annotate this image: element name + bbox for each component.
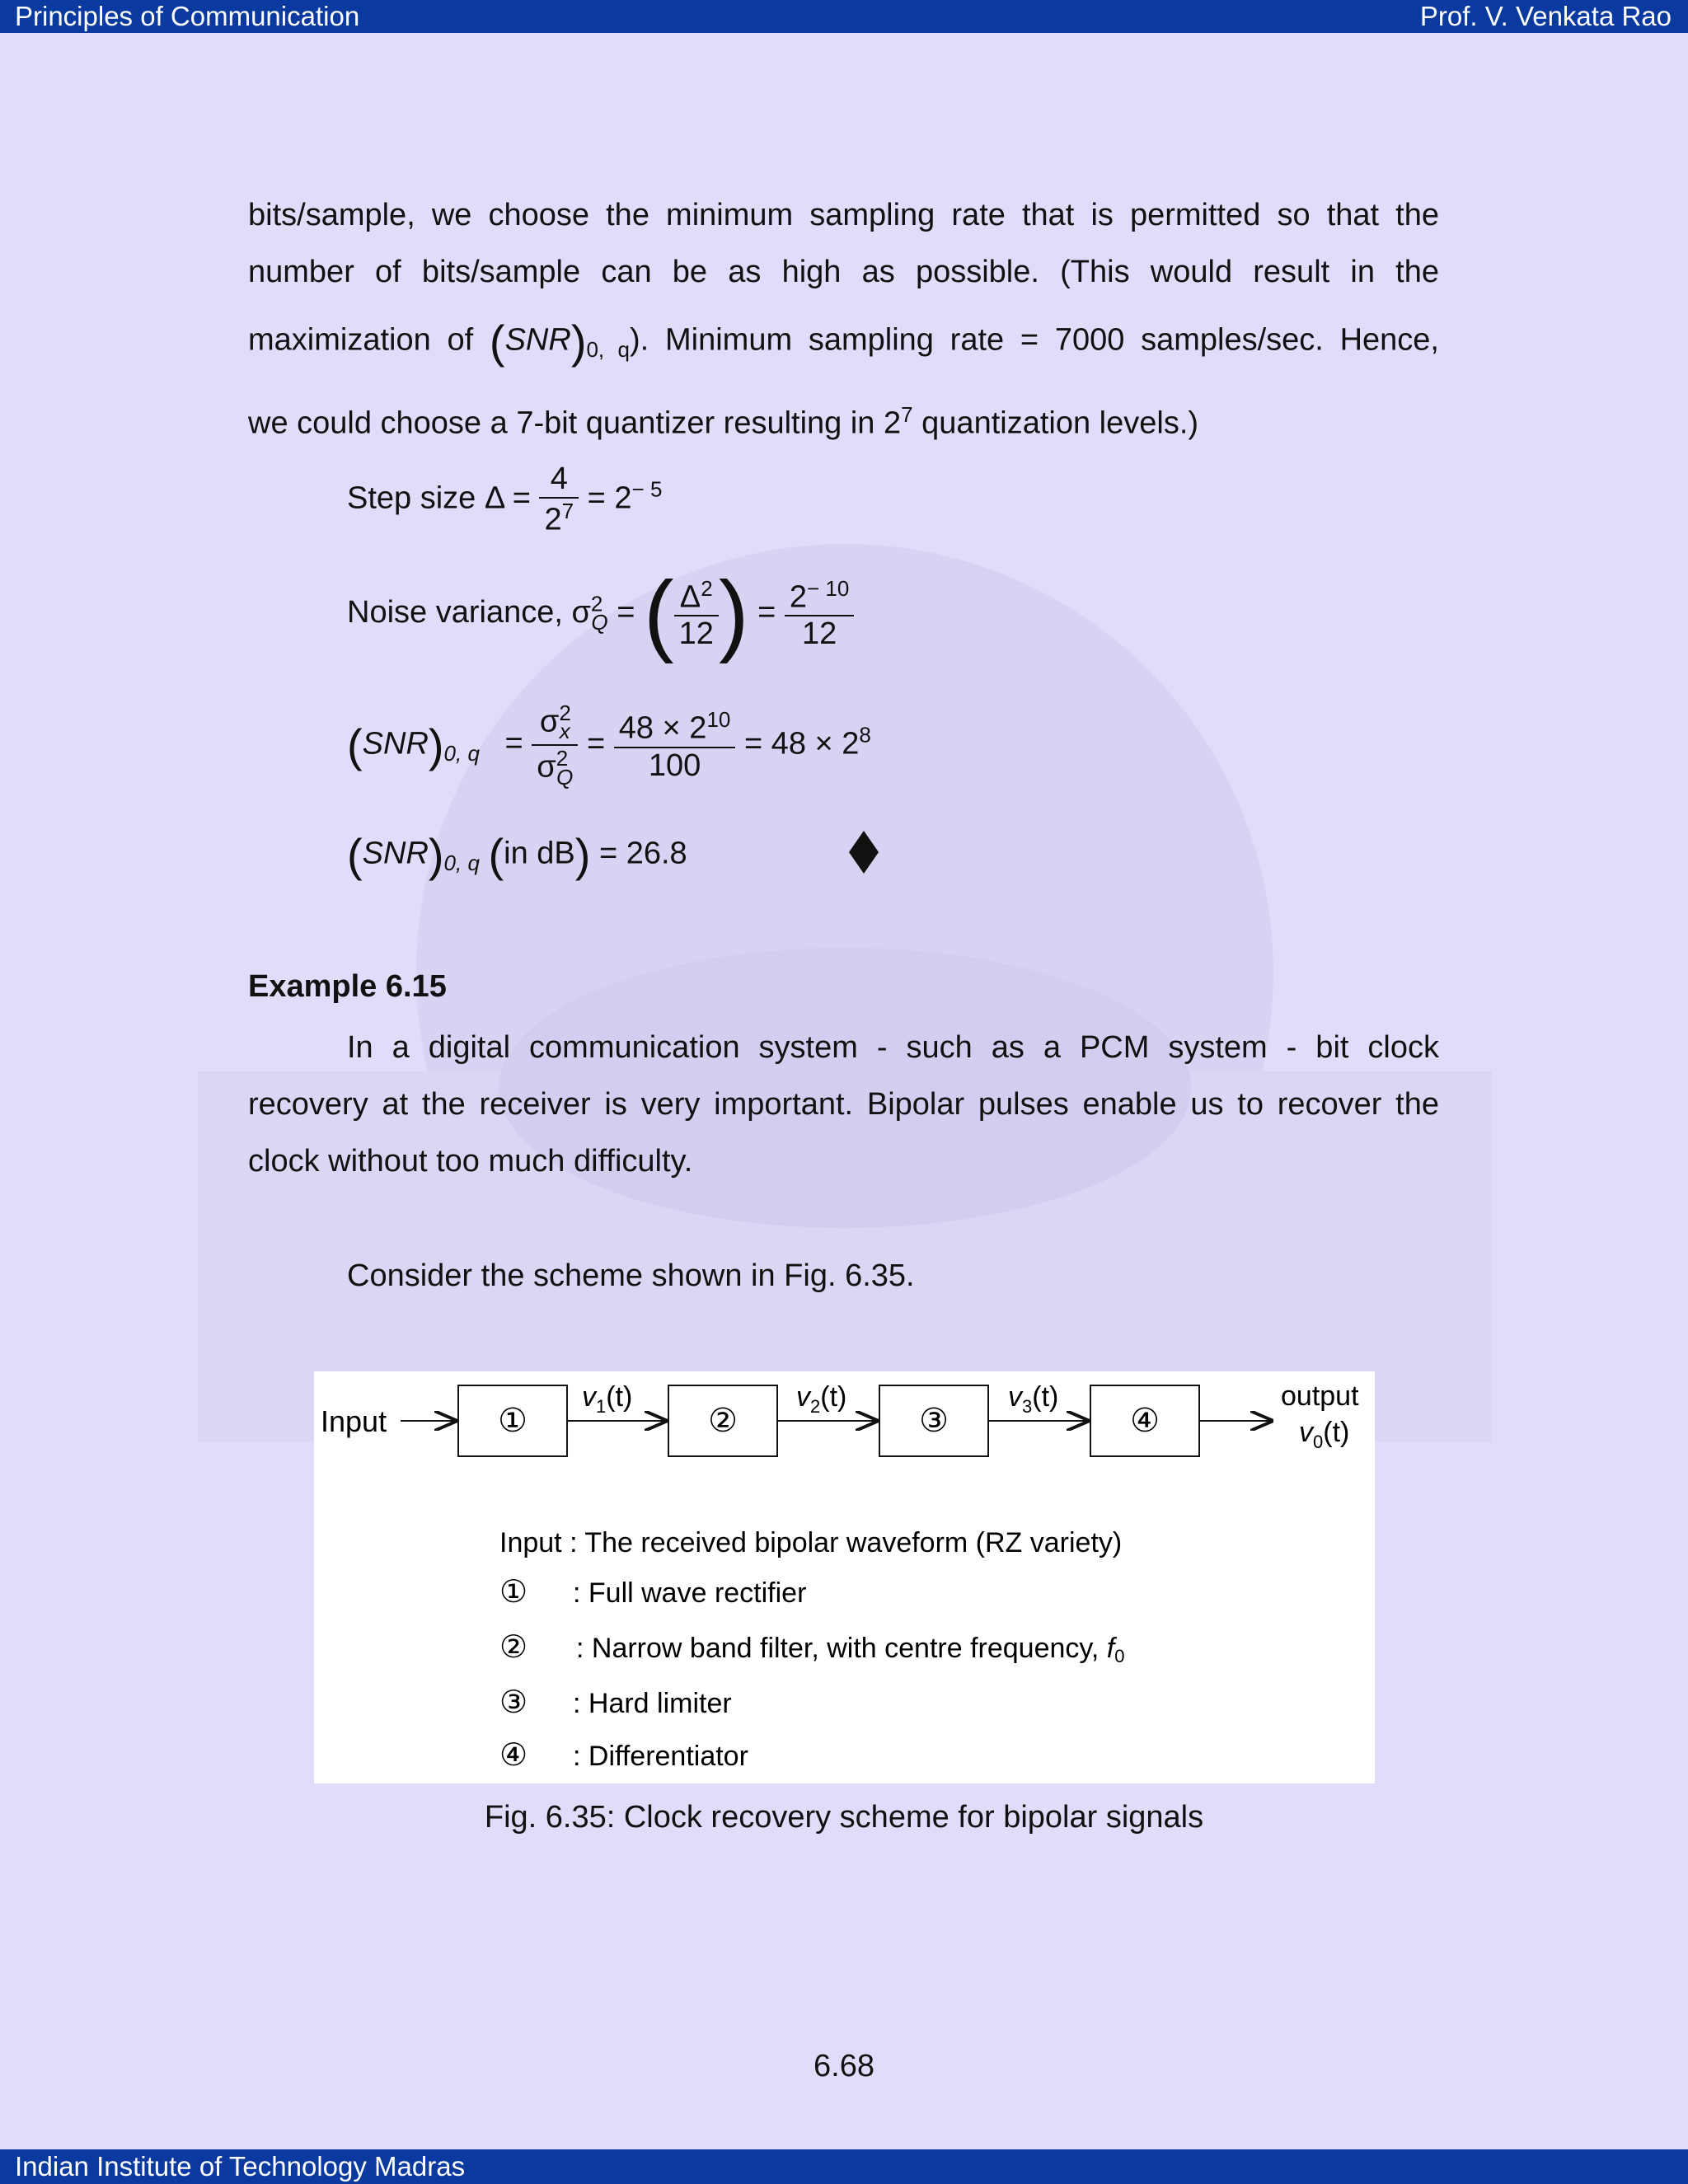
noise-label: Noise variance, σ bbox=[347, 595, 591, 630]
signal-v1: $v_1(t)$ bbox=[582, 1381, 633, 1417]
body-line-4b: quantization levels.) bbox=[912, 405, 1199, 441]
noise-sup: 2 bbox=[590, 591, 603, 616]
figure-caption: Fig. 6.35: Clock recovery scheme for bipolar signals bbox=[484, 1800, 1204, 1835]
body-line-4 bbox=[248, 402, 1198, 442]
signal-v2: $v_2(t)$ bbox=[796, 1381, 847, 1417]
output-label: output bbox=[1281, 1380, 1359, 1412]
body-line-2: number of bits/sample can be as high as possible. (This would result in the bbox=[248, 255, 1439, 289]
legend-4-symbol: ④ bbox=[499, 1738, 528, 1773]
header-author: Prof. V. Venkata Rao bbox=[1419, 1, 1672, 31]
legend-1-symbol: ① bbox=[499, 1575, 528, 1610]
legend-2-symbol: ② bbox=[499, 1630, 528, 1665]
step-rhs-exp: − 5 bbox=[631, 476, 663, 502]
snr-inline: SNR bbox=[504, 322, 571, 358]
step-fraction bbox=[539, 462, 579, 538]
snr-inline-sub: 0, q bbox=[586, 337, 631, 363]
example-title: Example 6.15 bbox=[248, 969, 447, 1004]
step-denominator: $2^7$ bbox=[544, 499, 574, 537]
example-paragraph-2: Consider the scheme shown in Fig. 6.35. bbox=[347, 1258, 915, 1293]
header-bar bbox=[0, 0, 1688, 33]
noise-sub: Q bbox=[591, 609, 608, 635]
step-size-equation bbox=[347, 462, 662, 538]
block-1-symbol: ① bbox=[498, 1403, 528, 1439]
input-label: Input bbox=[321, 1404, 387, 1438]
step-label: Step size Δ = bbox=[347, 480, 531, 516]
signal-v3: $v_3(t)$ bbox=[1008, 1381, 1059, 1417]
body-line-3b: ). Minimum sampling rate = 7000 samples/sec. Hence, bbox=[630, 322, 1439, 358]
noise-eq2: = bbox=[757, 595, 776, 630]
snr-db-equation: $(SNR)_{0, q}$ (in dB) = 26.8 bbox=[347, 829, 687, 881]
step-rhs: = 2 bbox=[587, 480, 632, 516]
block-4-symbol: ④ bbox=[1130, 1403, 1160, 1439]
block-2-symbol: ② bbox=[708, 1403, 738, 1439]
page-number: 6.68 bbox=[814, 2049, 874, 2083]
block-3-symbol: ③ bbox=[919, 1403, 949, 1439]
db-value: = 26.8 bbox=[598, 836, 687, 871]
example-line-3: clock without too much difficulty. bbox=[248, 1144, 693, 1179]
snr-equation: $(SNR)_{0, q}$ = $\frac{\sigma^2_x}{\sigma^2_Q}$ = $\frac{48 \times 2^{10}}{100}$ = $48 \times 2^8$ bbox=[347, 701, 871, 790]
footer-bar bbox=[0, 2149, 1688, 2184]
sigma-ratio: $\frac{\sigma^2_x}{\sigma^2_Q}$ bbox=[532, 701, 578, 790]
legend-2-text: : Narrow band filter, with centre frequency, f0 bbox=[576, 1633, 1125, 1666]
step-numerator: 4 bbox=[539, 462, 579, 499]
example-line-1: In a digital communication system - such as a PCM system - bit clock bbox=[347, 1030, 1439, 1065]
legend-4-text: : Differentiator bbox=[573, 1741, 748, 1772]
output-signal: $v_0(t)$ bbox=[1299, 1417, 1350, 1452]
noise-variance-equation: Noise variance, $\sigma^2_Q$ = ( $\frac{\Delta^2}{12}$ ) = $\frac{2^{- 10}}{12}$ bbox=[347, 569, 854, 659]
legend-3-symbol: ③ bbox=[499, 1685, 528, 1720]
snr-value-fraction: $\frac{48 \times 2^{10}}{100}$ bbox=[614, 707, 736, 784]
noise-fraction-2: $\frac{2^{- 10}}{12}$ bbox=[785, 576, 854, 653]
body-line-4a: we could choose a 7-bit quantizer resulting in 2 bbox=[248, 405, 902, 441]
header-title: Principles of Communication bbox=[15, 1, 360, 31]
legend-input: Input : The received bipolar waveform (RZ variety) bbox=[499, 1527, 1123, 1558]
noise-eq: = bbox=[617, 595, 635, 630]
db-label: in dB bbox=[504, 836, 575, 871]
end-of-solution-diamond-icon bbox=[849, 831, 879, 874]
body-line-3: maximization of $(SNR)_{0, q}$). Minimum sampling rate = 7000 samples/sec. Hence, bbox=[248, 316, 1439, 368]
legend-1-text: : Full wave rectifier bbox=[573, 1577, 807, 1609]
block-diagram bbox=[314, 1371, 1375, 1783]
body-line-3a: maximization of bbox=[248, 322, 474, 358]
footer-institute: Indian Institute of Technology Madras bbox=[15, 2151, 466, 2182]
body-line-4-sup: 7 bbox=[901, 402, 913, 427]
figure-clock-recovery bbox=[314, 1371, 1375, 1783]
body-line-1: bits/sample, we choose the minimum sampling rate that is permitted so that the bbox=[248, 198, 1439, 232]
noise-fraction-1: $\frac{\Delta^2}{12}$ bbox=[674, 576, 719, 653]
legend-3-text: : Hard limiter bbox=[573, 1688, 732, 1719]
example-line-2: recovery at the receiver is very important. Bipolar pulses enable us to recover the bbox=[248, 1087, 1439, 1122]
